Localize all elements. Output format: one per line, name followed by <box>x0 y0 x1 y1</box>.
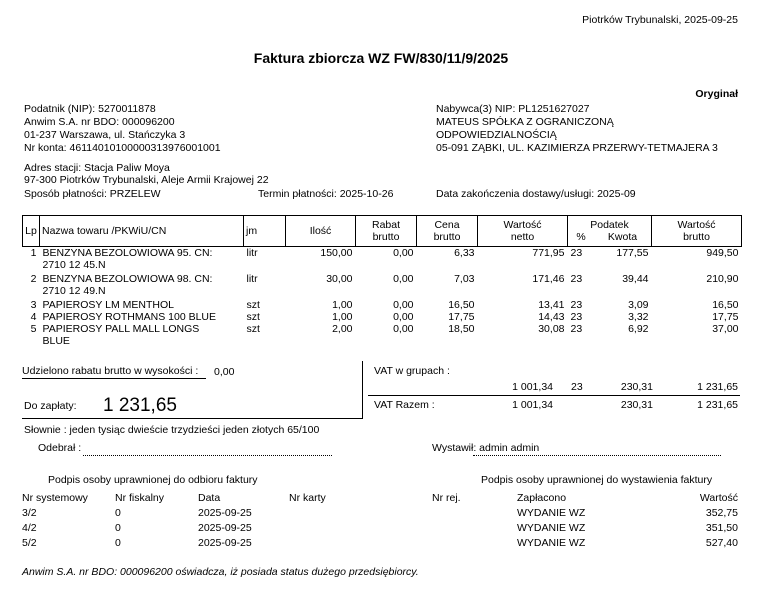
discount-note-label: Udzielono rabatu brutto w wysokości : <box>22 365 199 377</box>
issued-label: Wystawił: admin admin <box>432 442 540 454</box>
item-pct: 23 <box>570 298 583 311</box>
col-unit: jm <box>244 216 286 247</box>
item-unit: szt <box>246 298 260 311</box>
item-gross: 210,90 <box>706 272 739 285</box>
col-gross: Wartość brutto <box>652 216 742 247</box>
footer-note: Anwim S.A. nr BDO: 000096200 oświadcza, iż posiada status dużego przedsiębiorcy. <box>22 566 419 578</box>
item-lp: 5 <box>30 322 37 335</box>
station-line-1: Adres stacji: Stacja Paliw Moya <box>24 162 170 174</box>
item-pct: 23 <box>570 310 583 323</box>
col-tax: Podatek % Kwota <box>568 216 652 247</box>
receipts-col-date: Data <box>198 492 221 504</box>
item-unit: szt <box>246 310 260 323</box>
receipt-sys: 5/2 <box>22 537 37 549</box>
receipt-fiscal: 0 <box>115 507 121 519</box>
item-lp: 2 <box>30 272 37 285</box>
receipt-fiscal: 0 <box>115 537 121 549</box>
receipts-col-paid: Zapłacono <box>517 492 567 504</box>
item-gross: 17,75 <box>712 310 739 323</box>
vat-groups-label: VAT w grupach : <box>374 365 450 377</box>
discount-note-value: 0,00 <box>214 366 235 378</box>
col-qty: Ilość <box>286 216 356 247</box>
item-pct: 23 <box>570 322 583 335</box>
receipt-paid: WYDANIE WZ <box>517 507 586 519</box>
item-tax: 6,92 <box>628 322 649 335</box>
buyer-name-1: MATEUS SPÓŁKA Z OGRANICZONĄ <box>436 116 614 128</box>
buyer-nip: Nabywca(3) NIP: PL1251627027 <box>436 103 590 115</box>
receipt-fiscal: 0 <box>115 522 121 534</box>
delivery-date: Data zakończenia dostawy/usługi: 2025-09 <box>436 188 636 200</box>
item-unit: szt <box>246 322 260 335</box>
receipts-col-fiscal: Nr fiskalny <box>115 492 165 504</box>
to-pay-label: Do zapłaty: <box>24 400 77 412</box>
item-price: 16,50 <box>448 298 475 311</box>
item-tax: 3,09 <box>628 298 649 311</box>
item-name: BENZYNA BEZOLOWIOWA 98. CN: 2710 12 49.N <box>42 272 213 297</box>
item-tax: 177,55 <box>616 247 649 259</box>
item-discount: 0,00 <box>393 310 414 323</box>
item-name: PAPIEROSY PALL MALL LONGS BLUE <box>42 322 200 347</box>
vat-total-label: VAT Razem : <box>374 399 435 411</box>
receipts-col-card: Nr karty <box>289 492 326 504</box>
receipt-date: 2025-09-25 <box>198 522 252 534</box>
item-pct: 23 <box>570 272 583 285</box>
item-net: 30,08 <box>538 322 565 335</box>
item-net: 771,95 <box>532 247 565 259</box>
col-price: Cena brutto <box>417 216 478 247</box>
station-line-2: 97-300 Piotrków Trybunalski, Aleje Armii Krajowej 22 <box>24 174 269 186</box>
item-net: 14,43 <box>538 310 565 323</box>
buyer-name-2: ODPOWIEDZIALNOŚCIĄ <box>436 129 557 141</box>
item-name: BENZYNA BEZOLOWIOWA 95. CN: 2710 12 45.N <box>42 247 213 271</box>
buyer-address: 05-091 ZĄBKI, UL. KAZIMIERZA PRZERWY-TETMAJERA 3 <box>436 142 718 154</box>
item-gross: 949,50 <box>706 247 739 259</box>
sign-issuer: Podpis osoby uprawnionej do wystawienia faktury <box>481 474 713 486</box>
item-row <box>23 247 742 273</box>
item-unit: litr <box>246 272 258 285</box>
payment-method: Sposób płatności: PRZELEW <box>24 188 161 200</box>
item-discount: 0,00 <box>393 247 414 259</box>
item-row <box>23 311 742 323</box>
vat-total-net: 1 001,34 <box>512 399 553 411</box>
vat-total-tax: 230,31 <box>620 399 653 411</box>
place-date: Piotrków Trybunalski, 2025-09-25 <box>582 14 738 26</box>
item-price: 7,03 <box>454 272 475 285</box>
seller-account: Nr konta: 46114010100000313976001001 <box>24 142 221 154</box>
item-row <box>23 299 742 311</box>
item-unit: litr <box>246 247 258 259</box>
receipts-col-reg: Nr rej. <box>432 492 461 504</box>
item-discount: 0,00 <box>393 322 414 335</box>
col-lp: Lp <box>23 216 40 247</box>
item-qty: 2,00 <box>332 322 353 335</box>
receipt-paid: WYDANIE WZ <box>517 537 586 549</box>
col-net: Wartość netto <box>478 216 568 247</box>
item-qty: 150,00 <box>320 247 353 259</box>
item-net: 171,46 <box>532 272 565 285</box>
receipt-date: 2025-09-25 <box>198 537 252 549</box>
item-pct: 23 <box>570 247 583 259</box>
item-price: 6,33 <box>454 247 475 259</box>
sign-receiver: Podpis osoby uprawnionej do odbioru faktury <box>48 474 258 486</box>
item-discount: 0,00 <box>393 272 414 285</box>
received-label: Odebrał : <box>38 442 82 454</box>
vat-group-net: 1 001,34 <box>512 381 553 393</box>
items-header-row <box>23 216 742 247</box>
receipts-col-sys: Nr systemowy <box>22 492 88 504</box>
receipt-value: 352,75 <box>705 507 738 519</box>
receipt-sys: 3/2 <box>22 507 37 519</box>
item-lp: 4 <box>30 310 37 323</box>
receipt-value: 351,50 <box>705 522 738 534</box>
item-discount: 0,00 <box>393 298 414 311</box>
col-name: Nazwa towaru /PKWiU/CN <box>40 216 244 247</box>
seller-nip: Podatnik (NIP): 5270011878 <box>24 103 156 115</box>
vat-group-tax: 230,31 <box>620 381 653 393</box>
received-signature-line <box>83 455 332 456</box>
issued-signature-line <box>473 455 721 456</box>
receipt-paid: WYDANIE WZ <box>517 522 586 534</box>
to-pay-value: 1 231,65 <box>103 395 177 416</box>
item-gross: 16,50 <box>712 298 739 311</box>
item-qty: 1,00 <box>332 298 353 311</box>
seller-address: 01-237 Warszawa, ul. Stańczyka 3 <box>24 129 186 141</box>
items-table <box>22 215 742 349</box>
item-lp: 1 <box>30 247 37 259</box>
invoice-title: Faktura zbiorcza WZ FW/830/11/9/2025 <box>253 50 509 66</box>
item-tax: 39,44 <box>622 272 649 285</box>
item-name: PAPIEROSY LM MENTHOL <box>42 298 174 311</box>
item-name: PAPIEROSY ROTHMANS 100 BLUE <box>42 310 217 323</box>
item-net: 13,41 <box>538 298 565 311</box>
col-discount: Rabat brutto <box>356 216 417 247</box>
payment-due: Termin płatności: 2025-10-26 <box>258 188 394 200</box>
item-row <box>23 273 742 299</box>
item-qty: 1,00 <box>332 310 353 323</box>
item-gross: 37,00 <box>712 322 739 335</box>
item-price: 18,50 <box>448 322 475 335</box>
original-label: Oryginał <box>695 88 738 100</box>
receipts-col-value: Wartość <box>699 492 738 504</box>
item-tax: 3,32 <box>628 310 649 323</box>
seller-name: Anwim S.A. nr BDO: 000096200 <box>24 116 175 128</box>
item-lp: 3 <box>30 298 37 311</box>
receipt-value: 527,40 <box>705 537 738 549</box>
item-qty: 30,00 <box>326 272 353 285</box>
vat-group-pct: 23 <box>571 381 583 393</box>
item-row <box>23 323 742 349</box>
item-price: 17,75 <box>448 310 475 323</box>
amount-in-words: Słownie : jeden tysiąc dwieście trzydzieści jeden złotych 65/100 <box>24 424 320 436</box>
vat-group-gross: 1 231,65 <box>697 381 738 393</box>
receipt-date: 2025-09-25 <box>198 507 252 519</box>
vat-total-gross: 1 231,65 <box>697 399 738 411</box>
receipt-sys: 4/2 <box>22 522 37 534</box>
